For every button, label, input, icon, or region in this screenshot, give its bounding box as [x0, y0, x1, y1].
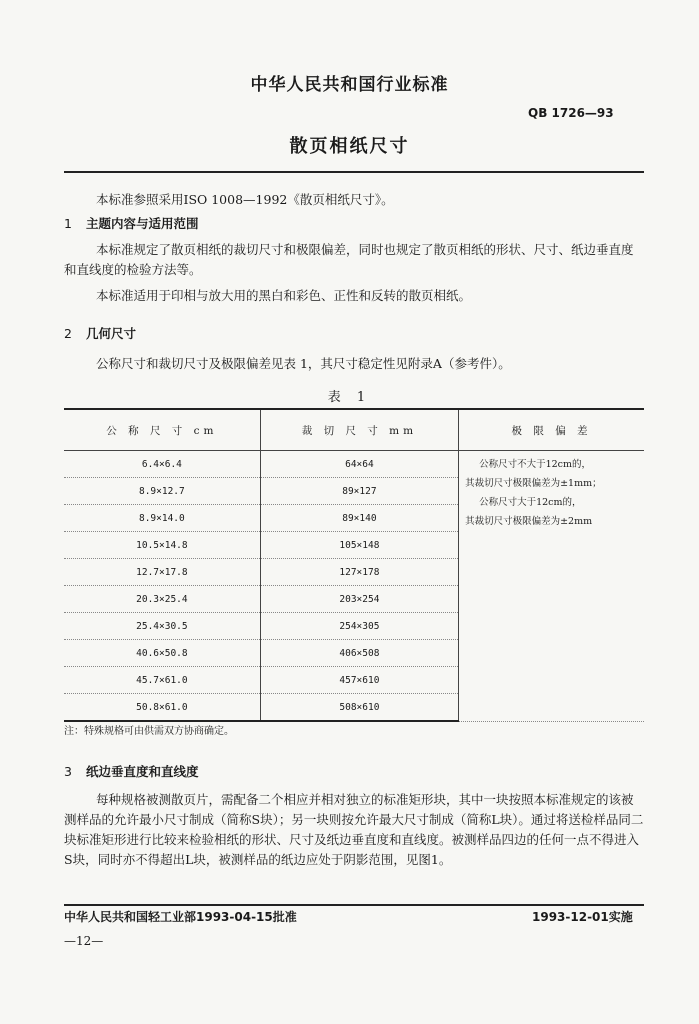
section-number: 2: [64, 326, 72, 341]
nominal-size-cell: 25.4×30.5: [64, 613, 260, 640]
nominal-size-cell: 6.4×6.4: [64, 451, 260, 478]
table-note: 注：特殊规格可由供需双方协商确定。: [64, 726, 234, 737]
table-caption: 表 1: [327, 390, 372, 405]
size-table: [64, 408, 644, 722]
cut-size-cell: 89×140: [260, 505, 458, 532]
section-number: 1: [64, 216, 72, 231]
table-row: [64, 451, 644, 478]
tolerance-line: 公称尺寸大于12cm的，: [479, 497, 582, 508]
column-header-nominal-size: 公 称 尺 寸 cm: [64, 409, 260, 451]
section-3-paragraph: 每种规格被测散页片，需配备二个相应并相对独立的标准矩形块，其中一块按照本标准规定的该被测样品的允许最小尺寸制成（简称S块）；另一块则按允许最大尺寸制成（简称L块）。通过将送检样品同二块标准矩形进行比较来检验相纸的形状、尺寸及纸边垂直度和直线度。被测样品四边的任何一点不得进入S块，同时亦不得超出L块，被测样品的纸边应处于阴影范围，见图1。: [64, 792, 644, 867]
nominal-size-cell: 45.7×61.0: [64, 667, 260, 694]
approval-line: 中华人民共和国轻工业部1993-04-15批准: [64, 910, 297, 924]
section-2-paragraph: 公称尺寸和裁切尺寸及极限偏差见表 1，其尺寸稳定性见附录A（参考件）。: [96, 356, 511, 371]
tolerance-line: 其裁切尺寸极限偏差为±1mm；: [465, 478, 602, 489]
cut-size-cell: 406×508: [260, 640, 458, 667]
section-title: 主题内容与适用范围: [86, 216, 199, 231]
nominal-size-cell: 20.3×25.4: [64, 586, 260, 613]
header-rule: [64, 171, 644, 173]
cut-size-cell: 127×178: [260, 559, 458, 586]
implementation-date: 1993-12-01实施: [532, 910, 633, 924]
intro-paragraph: 本标准参照采用ISO 1008—1992《散页相纸尺寸》。: [96, 192, 394, 207]
industry-standard-heading: 中华人民共和国行业标准: [250, 75, 449, 95]
cut-size-cell: 89×127: [260, 478, 458, 505]
tolerance-line: 其裁切尺寸极限偏差为±2mm: [465, 516, 593, 527]
footer-rule: [64, 904, 644, 906]
cut-size-cell: 457×610: [260, 667, 458, 694]
nominal-size-cell: 12.7×17.8: [64, 559, 260, 586]
column-header-cut-size: 裁 切 尺 寸 mm: [260, 409, 458, 451]
section-title: 几何尺寸: [86, 326, 137, 341]
document-title: 散页相纸尺寸: [289, 136, 410, 157]
tolerance-cell: [459, 451, 644, 722]
nominal-size-cell: 8.9×14.0: [64, 505, 260, 532]
section-number: 3: [64, 764, 72, 779]
tolerance-line: 公称尺寸不大于12cm的，: [479, 459, 591, 470]
nominal-size-cell: 50.8×61.0: [64, 694, 260, 722]
page-number: —12—: [64, 934, 104, 948]
standard-code: QB 1726—93: [528, 106, 614, 120]
section-1-paragraph-2: 本标准适用于印相与放大用的黑白和彩色、正性和反转的散页相纸。: [96, 288, 472, 303]
cut-size-cell: 64×64: [260, 451, 458, 478]
column-header-tolerance: 极 限 偏 差: [459, 409, 644, 451]
section-3-heading: [64, 762, 199, 780]
cut-size-cell: 105×148: [260, 532, 458, 559]
section-1-paragraph-1: 本标准规定了散页相纸的裁切尺寸和极限偏差，同时也规定了散页相纸的形状、尺寸、纸边垂直度和直线度的检验方法等。: [64, 242, 634, 277]
cut-size-cell: 508×610: [260, 694, 458, 722]
cut-size-cell: 203×254: [260, 586, 458, 613]
cut-size-cell: 254×305: [260, 613, 458, 640]
section-2-heading: [64, 324, 136, 342]
nominal-size-cell: 8.9×12.7: [64, 478, 260, 505]
nominal-size-cell: 40.6×50.8: [64, 640, 260, 667]
nominal-size-cell: 10.5×14.8: [64, 532, 260, 559]
section-1-heading: [64, 214, 199, 232]
section-title: 纸边垂直度和直线度: [86, 764, 199, 779]
